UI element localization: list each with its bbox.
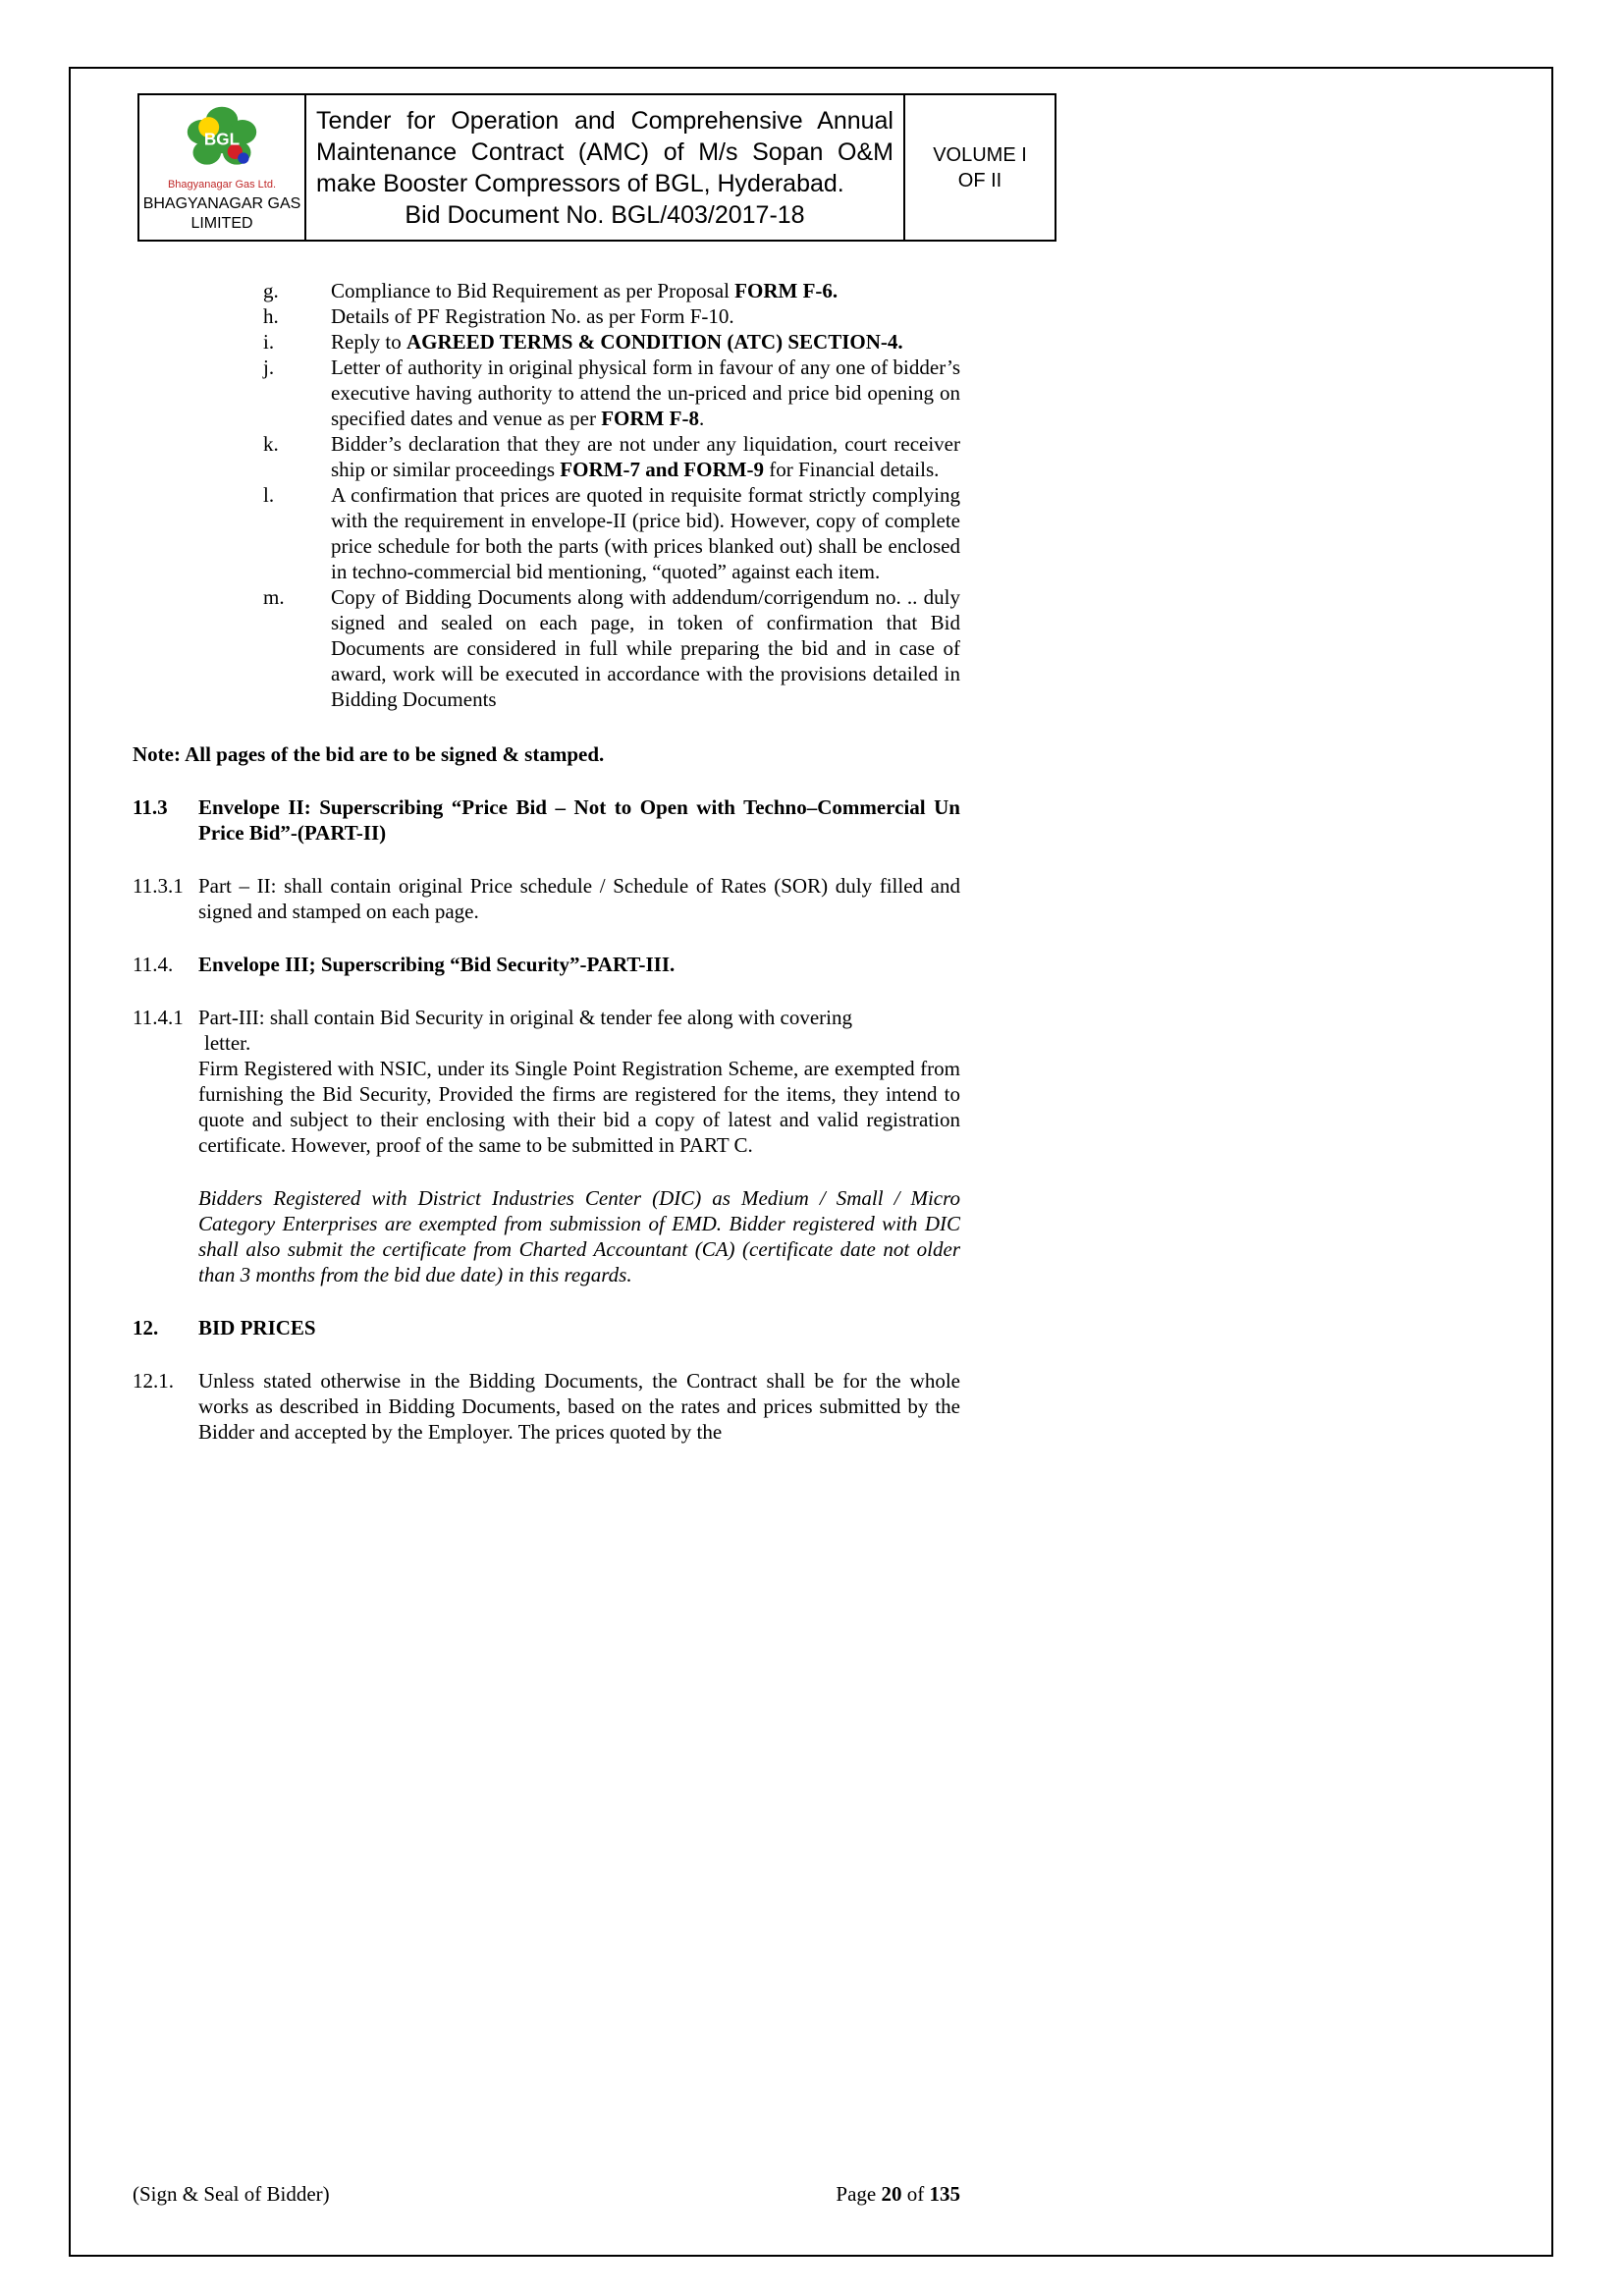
section-number: 11.3: [133, 795, 168, 819]
section-number: 11.3.1: [133, 874, 184, 898]
list-item-text: Compliance to Bid Requirement as per Proposal FORM F-6.: [331, 279, 839, 302]
section-11-4-1: [133, 1005, 960, 1158]
list-item-label: j.: [263, 355, 275, 379]
covering-letter-line1: Part-III: shall contain Bid Security in original & tender fee along with covering: [198, 1006, 852, 1029]
list-item-text: Letter of authority in original physical form in favour of any one of bidder’s executive having authority to attend the un-priced and price bid opening on specified dates and venue as per FORM F-8.: [331, 355, 960, 430]
bid-document-number: Bid Document No. BGL/403/2017-18: [405, 200, 805, 229]
document-body: [133, 278, 960, 1445]
list-item-label: k.: [263, 432, 279, 456]
list-item-text: A confirmation that prices are quoted in requisite format strictly complying with the requirement in envelope-II (price bid). However, copy of complete price schedule for both the parts (with prices blanked out) shall be enclosed in techno-commercial bid mentioning, “quoted” against each item.: [331, 483, 960, 583]
page-number: Page 20 of 135: [836, 2182, 960, 2206]
bid-requirements-list: [263, 278, 960, 712]
logo-monogram: BGL: [203, 130, 241, 149]
bgl-logo-icon: [180, 101, 264, 178]
section-number: 11.4.: [133, 953, 174, 976]
section-12-heading: BID PRICES: [198, 1316, 316, 1339]
section-number: 12.1.: [133, 1369, 174, 1393]
covering-letter-line2: letter.: [204, 1031, 251, 1055]
section-11-3: [133, 794, 960, 846]
section-12-1-text: Unless stated otherwise in the Bidding Documents, the Contract shall be for the whole works as described in Bidding Documents, based on the rates and prices submitted by the Bidder and accepted by the Employer. The prices quoted by the: [198, 1369, 960, 1444]
title-cell: [305, 94, 904, 241]
volume-line2: OF II: [957, 169, 1002, 191]
dic-paragraph: Bidders Registered with District Industries Center (DIC) as Medium / Small / Micro Category Enterprises are exempted from submission of EMD. Bidder registered with DIC shall also submit the certificate from Charted Accountant (CA) (certificate date not older than 3 months from the bid due date) in this regards.: [198, 1186, 960, 1286]
section-11-4: [133, 952, 960, 977]
list-item-label: i.: [263, 330, 275, 354]
nsic-paragraph: Firm Registered with NSIC, under its Single Point Registration Scheme, are exempted from furnishing the Bid Security, Provided the firms are registered for the items, they intend to quote and subject to their enclosing with their bid a copy of latest and valid registration certificate. However, proof of the same to be submitted in PART C.: [198, 1057, 960, 1157]
section-number: 11.4.1: [133, 1006, 184, 1029]
list-item-text: Reply to AGREED TERMS & CONDITION (ATC) SECTION-4.: [331, 330, 903, 354]
list-item-i: [263, 329, 960, 355]
section-11-3-heading: Envelope II: Superscribing “Price Bid – Not to Open with Techno–Commercial Un Price Bid”-(PART-II): [198, 795, 960, 845]
volume-cell: [904, 94, 1056, 241]
list-item-label: h.: [263, 304, 279, 328]
section-11-4-1-body: [198, 1005, 960, 1158]
section-11-4-heading: Envelope III; Superscribing “Bid Security”-PART-III.: [198, 953, 676, 976]
section-11-3-1: [133, 873, 960, 924]
volume-line1: VOLUME I: [933, 143, 1027, 166]
org-name-line1: BHAGYANAGAR GAS: [142, 195, 301, 212]
list-item-h: [263, 303, 960, 329]
list-item-l: [263, 482, 960, 584]
list-item-text: Copy of Bidding Documents along with addendum/corrigendum no. .. duly signed and sealed on each page, in token of confirmation that Bid Documents are considered in full while preparing the bid and in case of award, work will be executed in accordance with the provisions detailed in Bidding Documents: [331, 585, 960, 711]
list-item-m: [263, 584, 960, 712]
list-item-label: l.: [263, 483, 275, 507]
header-table: [137, 93, 1056, 242]
list-item-text: Details of PF Registration No. as per Form F-10.: [331, 304, 734, 328]
list-item-k: [263, 431, 960, 482]
footer: [133, 2182, 960, 2207]
note-line: Note: All pages of the bid are to be signed & stamped.: [133, 742, 605, 766]
logo-caption: Bhagyanagar Gas Ltd.: [167, 179, 277, 191]
list-item-g: [263, 278, 960, 303]
list-item-text: Bidder’s declaration that they are not under any liquidation, court receiver ship or similar proceedings FORM-7 and FORM-9 for Financial details.: [331, 432, 960, 481]
sign-seal-label: (Sign & Seal of Bidder): [133, 2182, 330, 2206]
list-item-j: [263, 355, 960, 431]
logo-cell: [138, 94, 305, 241]
org-name-line2: LIMITED: [190, 215, 253, 232]
section-12: [133, 1315, 960, 1340]
section-12-1: [133, 1368, 960, 1445]
list-item-label: g.: [263, 279, 279, 302]
section-number: 12.: [133, 1316, 159, 1339]
list-item-label: m.: [263, 585, 285, 609]
section-11-3-1-text: Part – II: shall contain original Price schedule / Schedule of Rates (SOR) duly filled and signed and stamped on each page.: [198, 874, 960, 923]
tender-title: Tender for Operation and Comprehensive Annual Maintenance Contract (AMC) of M/s Sopan O&M make Booster Compressors of BGL, Hyderabad.: [316, 106, 893, 197]
